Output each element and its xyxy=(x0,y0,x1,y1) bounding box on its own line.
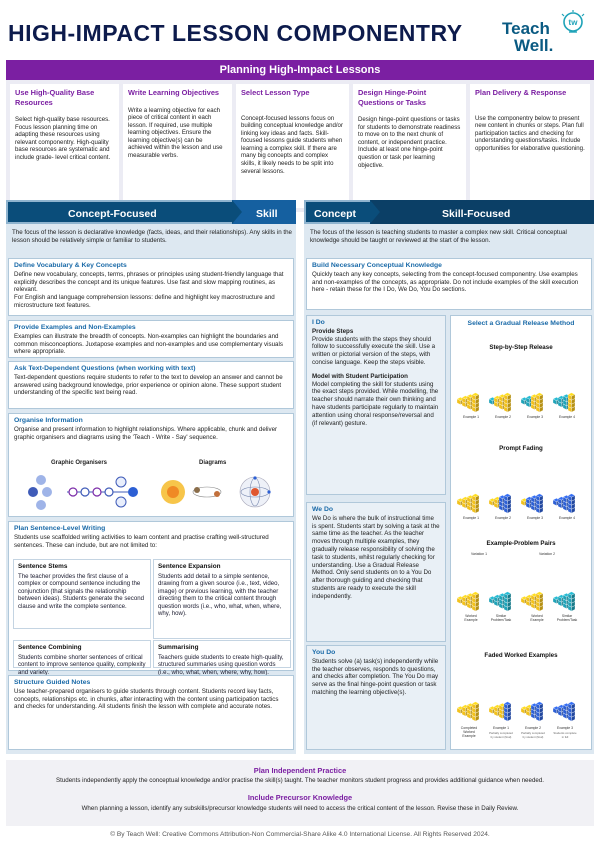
concept-focused-intro: The focus of the lesson is declarative knowledge (facts, ideas, and their relationships). Any skills in the lesson should be relatively simple or familiar to students. xyxy=(12,229,292,244)
summarising-body: Teachers guide students to create high-quality, structured summaries using question words (i.e., who, what, when, where, why, how). xyxy=(158,653,284,676)
lightbulb-icon xyxy=(558,10,588,38)
plan-column-body: Concept-focused lessons focus on building conceptual knowledge and/or linking key ideas and facts. Skill-focused lessons guide students when learning a complex skill. If there are many big concepts and complex skills, it likely needs to be split into several lessons. xyxy=(241,114,343,175)
guided-notes-body: Use teacher-prepared organisers to guide students through content. Students record key facts, concepts, relationships etc. in chunks, after interacting with the content using participation tactics and checks for understanding. All students finish the lesson with complete and accurate notes. xyxy=(14,687,279,711)
caption-example-4: Example 4 xyxy=(558,415,576,419)
precursor-knowledge-body: When planning a lesson, identify any subskills/precursor knowledge students will need to access the critical content of the lesson. Revise these in Daily Review. xyxy=(81,805,519,812)
plan-column-delivery xyxy=(470,84,590,208)
skill-focused-bar xyxy=(304,200,594,224)
concept-label: Concept xyxy=(314,208,356,220)
plan-column-title: Write Learning Objectives xyxy=(128,88,220,97)
guided-notes-title: Structure Guided Notes xyxy=(14,679,91,686)
sentence-expansion-body: Students add detail to a simple sentence, drawing from a given source (i.e., text, video, image) or previous learning, with the teacher directing them to the critical content through question words (i.e., who, what, when, where, why, how). xyxy=(158,572,282,617)
caption-similar-problem: Similar Problem/Task xyxy=(556,614,578,622)
plan-column-title: Plan Delivery & Response xyxy=(475,88,567,97)
plan-column-body: Design hinge-point questions or tasks for students to demonstrate readiness to move on to the next chunk of content, or independent practice. Include at least one hinge-point question or task per learning objective. xyxy=(358,116,461,169)
summarising-box xyxy=(153,640,291,676)
sentence-stems-body: The teacher provides the first clause of a complex or compound sentence including the conjunction (that signals the relationship between ideas). Students generate the second clause and write the complete sentence. xyxy=(18,572,145,610)
sentence-combining-box xyxy=(13,640,151,676)
precursor-knowledge-title: Include Precursor Knowledge xyxy=(247,793,353,802)
plan-column-title: Use High-Quality Base Resources xyxy=(15,88,95,107)
teach-well-logo: Teach Well. tw xyxy=(500,8,592,56)
caption-example-3: Example 3 xyxy=(526,516,544,520)
arrow-right-icon xyxy=(232,200,242,224)
copyright-footer: © By Teach Well: Creative Commons Attribution-Non Commercial-Share Alike 4.0 International License. All Rights Reserved 2024. xyxy=(110,831,490,838)
tdq-title: Ask Text-Dependent Questions (when working with text) xyxy=(14,365,196,372)
tdq-body: Text-dependent questions require students to refer to the text to develop an answer and cannot be answered using background knowledge, prior experience or opinion alone. These support student understanding of the specific text being read. xyxy=(14,373,283,397)
sentence-combining-body: Students combine shorter sentences of critical content to improve sentence quality, complexity and variety. xyxy=(18,653,146,676)
you-do-title: You Do xyxy=(312,649,336,656)
independent-practice-title: Plan Independent Practice xyxy=(253,766,347,775)
caption-variation-1: Variation 1 xyxy=(471,552,487,556)
build-knowledge-title: Build Necessary Conceptual Knowledge xyxy=(312,262,442,269)
arrow-right-icon xyxy=(370,200,380,224)
sentence-combining-title: Sentence Combining xyxy=(18,644,82,651)
independent-practice-body: Students independently apply the conceptual knowledge and/or practise the skill(s) taught. The teacher monitors student progress and provides additional guidance when needed. xyxy=(56,777,544,784)
graphic-organisers-label: Graphic Organisers xyxy=(51,460,108,466)
caption-example-2: Example 2 xyxy=(494,516,512,520)
prompt-fading-cubes xyxy=(455,456,587,516)
caption-fw-example-1: Example 1 xyxy=(492,726,510,730)
faded-worked-cubes xyxy=(455,664,587,724)
planning-banner: Planning High-Impact Lessons xyxy=(6,60,594,80)
svg-text:tw: tw xyxy=(568,18,578,27)
model-title: Model with Student Participation xyxy=(312,372,408,380)
plan-column-objectives xyxy=(123,84,232,208)
provide-steps-title: Provide Steps xyxy=(312,327,354,335)
caption-worked-example: Worked Example xyxy=(530,614,544,622)
caption-example-2: Example 2 xyxy=(494,415,512,419)
guided-notes-box xyxy=(8,675,294,750)
caption-completed-worked: Completed Worked Example xyxy=(460,726,478,738)
step-by-step-cubes xyxy=(455,355,587,415)
caption-example-1: Example 1 xyxy=(462,415,480,419)
caption-fw-example-3: Example 3 xyxy=(556,726,574,730)
faded-worked-examples-title: Faded Worked Examples xyxy=(484,652,558,659)
i-do-title: I Do xyxy=(312,319,325,326)
caption-example-4: Example 4 xyxy=(558,516,576,520)
plan-column-body: Select high-quality base resources. Focus lesson planning time on adapting these resources using relevant componentry. High-quality base resources are systematic and include grade- level critical content. xyxy=(15,116,111,161)
we-do-title: We Do xyxy=(312,506,334,513)
caption-fw-example-2: Example 2 xyxy=(524,726,542,730)
plan-column-body: Write a learning objective for each piece of critical content in each lesson. If required, use multiple learning objectives. Ensure the learning objective(s) can be achieved within the lesson and use measurable verbs. xyxy=(128,106,223,160)
provide-steps-body: Provide students with the steps they should follow to successfully execute the skill. Use a written or pictorial version of the steps, with concise language. Keep the steps visible. xyxy=(312,335,436,366)
example-problem-pairs-title: Example-Problem Pairs xyxy=(486,540,556,547)
caption-similar-problem: Similar Problem/Task xyxy=(490,614,512,622)
sentence-writing-body: Students use scaffolded writing activities to learn content and practise crafting well-structured sentences. These can include, but are not limited to: xyxy=(14,533,269,549)
examples-title: Provide Examples and Non-Examples xyxy=(14,324,136,331)
plan-column-hinge-point xyxy=(353,84,466,208)
prompt-fading-title: Prompt Fading xyxy=(499,445,543,452)
caption-fw-example-2-sub: Partially completed by student (final) xyxy=(521,731,545,739)
vocab-box xyxy=(8,258,294,316)
example-problem-cubes xyxy=(455,556,587,612)
sentence-stems-box xyxy=(13,559,151,629)
examples-box xyxy=(8,320,294,358)
caption-fw-example-1-sub: Partially completed by student (final) xyxy=(489,731,513,739)
model-body: Model completing the skill for students using the exact steps provided. While modelling, the teacher should narrate their own thinking and have students participate regularly to maintain attention using choral response/reversal and (if relevant) gesture. xyxy=(312,380,439,427)
gradual-release-title: Select a Gradual Release Method xyxy=(467,320,575,327)
header xyxy=(0,0,600,58)
we-do-box xyxy=(306,502,446,642)
sentence-expansion-title: Sentence Expansion xyxy=(158,563,221,570)
sentence-stems-title: Sentence Stems xyxy=(18,563,68,570)
i-do-box xyxy=(306,315,446,495)
plan-column-title: Select Lesson Type xyxy=(241,88,310,97)
bottom-panel xyxy=(6,760,594,826)
plan-column-title: Design Hinge-Point Questions or Tasks xyxy=(358,88,427,107)
page-title: HIGH-IMPACT LESSON COMPONENTRY xyxy=(8,20,463,46)
build-knowledge-body: Quickly teach any key concepts, selecting from the concept-focused componentry. Use examples and non-examples of the concepts, as appropriate. Do not include examples of the skill execution here - retain these for the I Do, We Do, You Do sections. xyxy=(312,270,579,294)
diagrams-label: Diagrams xyxy=(199,460,227,466)
organise-body: Organise and present information to highlight relationships. Where applicable, chunk and deliver graphic organisers and diagrams using the 'Teach - Write - Say' sequence. xyxy=(14,425,278,441)
plan-column-resources xyxy=(10,84,119,208)
diagrams-illustration xyxy=(159,470,289,514)
caption-fw-example-3-sub: Students complete in full xyxy=(553,731,577,739)
concept-focused-label: Concept-Focused xyxy=(68,208,157,220)
sentence-writing-title: Plan Sentence-Level Writing xyxy=(14,525,106,532)
caption-variation-2: Variation 2 xyxy=(539,552,555,556)
examples-body: Examples can illustrate the breadth of concepts. Non-examples can highlight the boundaries and common misconceptions. Juxtapose examples and non-examples and use complementary visuals where appropriate. xyxy=(14,332,283,356)
skill-focused-label: Skill-Focused xyxy=(442,208,511,220)
organise-box xyxy=(8,413,294,517)
you-do-box xyxy=(306,645,446,750)
caption-example-3: Example 3 xyxy=(526,415,544,419)
planning-panel xyxy=(6,60,594,212)
tdq-box xyxy=(8,361,294,409)
caption-worked-example: Worked Example xyxy=(464,614,478,622)
vocab-title: Define Vocabulary & Key Concepts xyxy=(14,262,127,269)
plan-column-body: Use the componentry below to present new content in chunks or steps. Plan full participation tactics and checking for understanding questions/tasks. Include opportunities for elaborative questioning. xyxy=(475,114,585,152)
plan-column-lesson-type xyxy=(236,84,349,208)
step-by-step-title: Step-by-Step Release xyxy=(489,344,553,351)
we-do-body: We Do is where the bulk of instructional time is spent. Students start by solving a task at the same time as the teacher. As the teacher moves through multiple examples, they gradually release responsibility of solving the task to students, whilst regularly checking for understanding. Use a Gradual Release Method. Only send students on to a You Do after thorough guiding and checking that students are ready to execute the skill independently. xyxy=(312,514,440,600)
graphic-organisers-illustration xyxy=(27,472,143,516)
concept-focused-bar xyxy=(6,200,296,224)
vocab-body-english: For English and language comprehension lessons: define and highlight key macrostructure and microstructure text features. xyxy=(14,294,275,309)
skill-focused-intro: The focus of the lesson is teaching students to master a complex new skill. Critical conceptual knowledge should be taught or reviewed at the start of the lesson. xyxy=(310,229,567,244)
build-knowledge-box xyxy=(306,258,592,310)
you-do-body: Students solve (a) task(s) independently while the teacher observes, responds to questions, and checks after completion. The You Do may serve as the final hinge-point question or task matching the learning objective(s). xyxy=(312,657,439,696)
sentence-expansion-box xyxy=(153,559,291,639)
skill-label: Skill xyxy=(256,208,278,220)
caption-example-1: Example 1 xyxy=(462,516,480,520)
organise-title: Organise Information xyxy=(14,417,83,424)
vocab-body: Define new vocabulary, concepts, terms, phrases or principles using student-friendly language that explicitly describes the concept and its unique features. Use fast and slow mapping routines, as relevant. xyxy=(14,270,284,294)
summarising-title: Summarising xyxy=(158,644,199,651)
